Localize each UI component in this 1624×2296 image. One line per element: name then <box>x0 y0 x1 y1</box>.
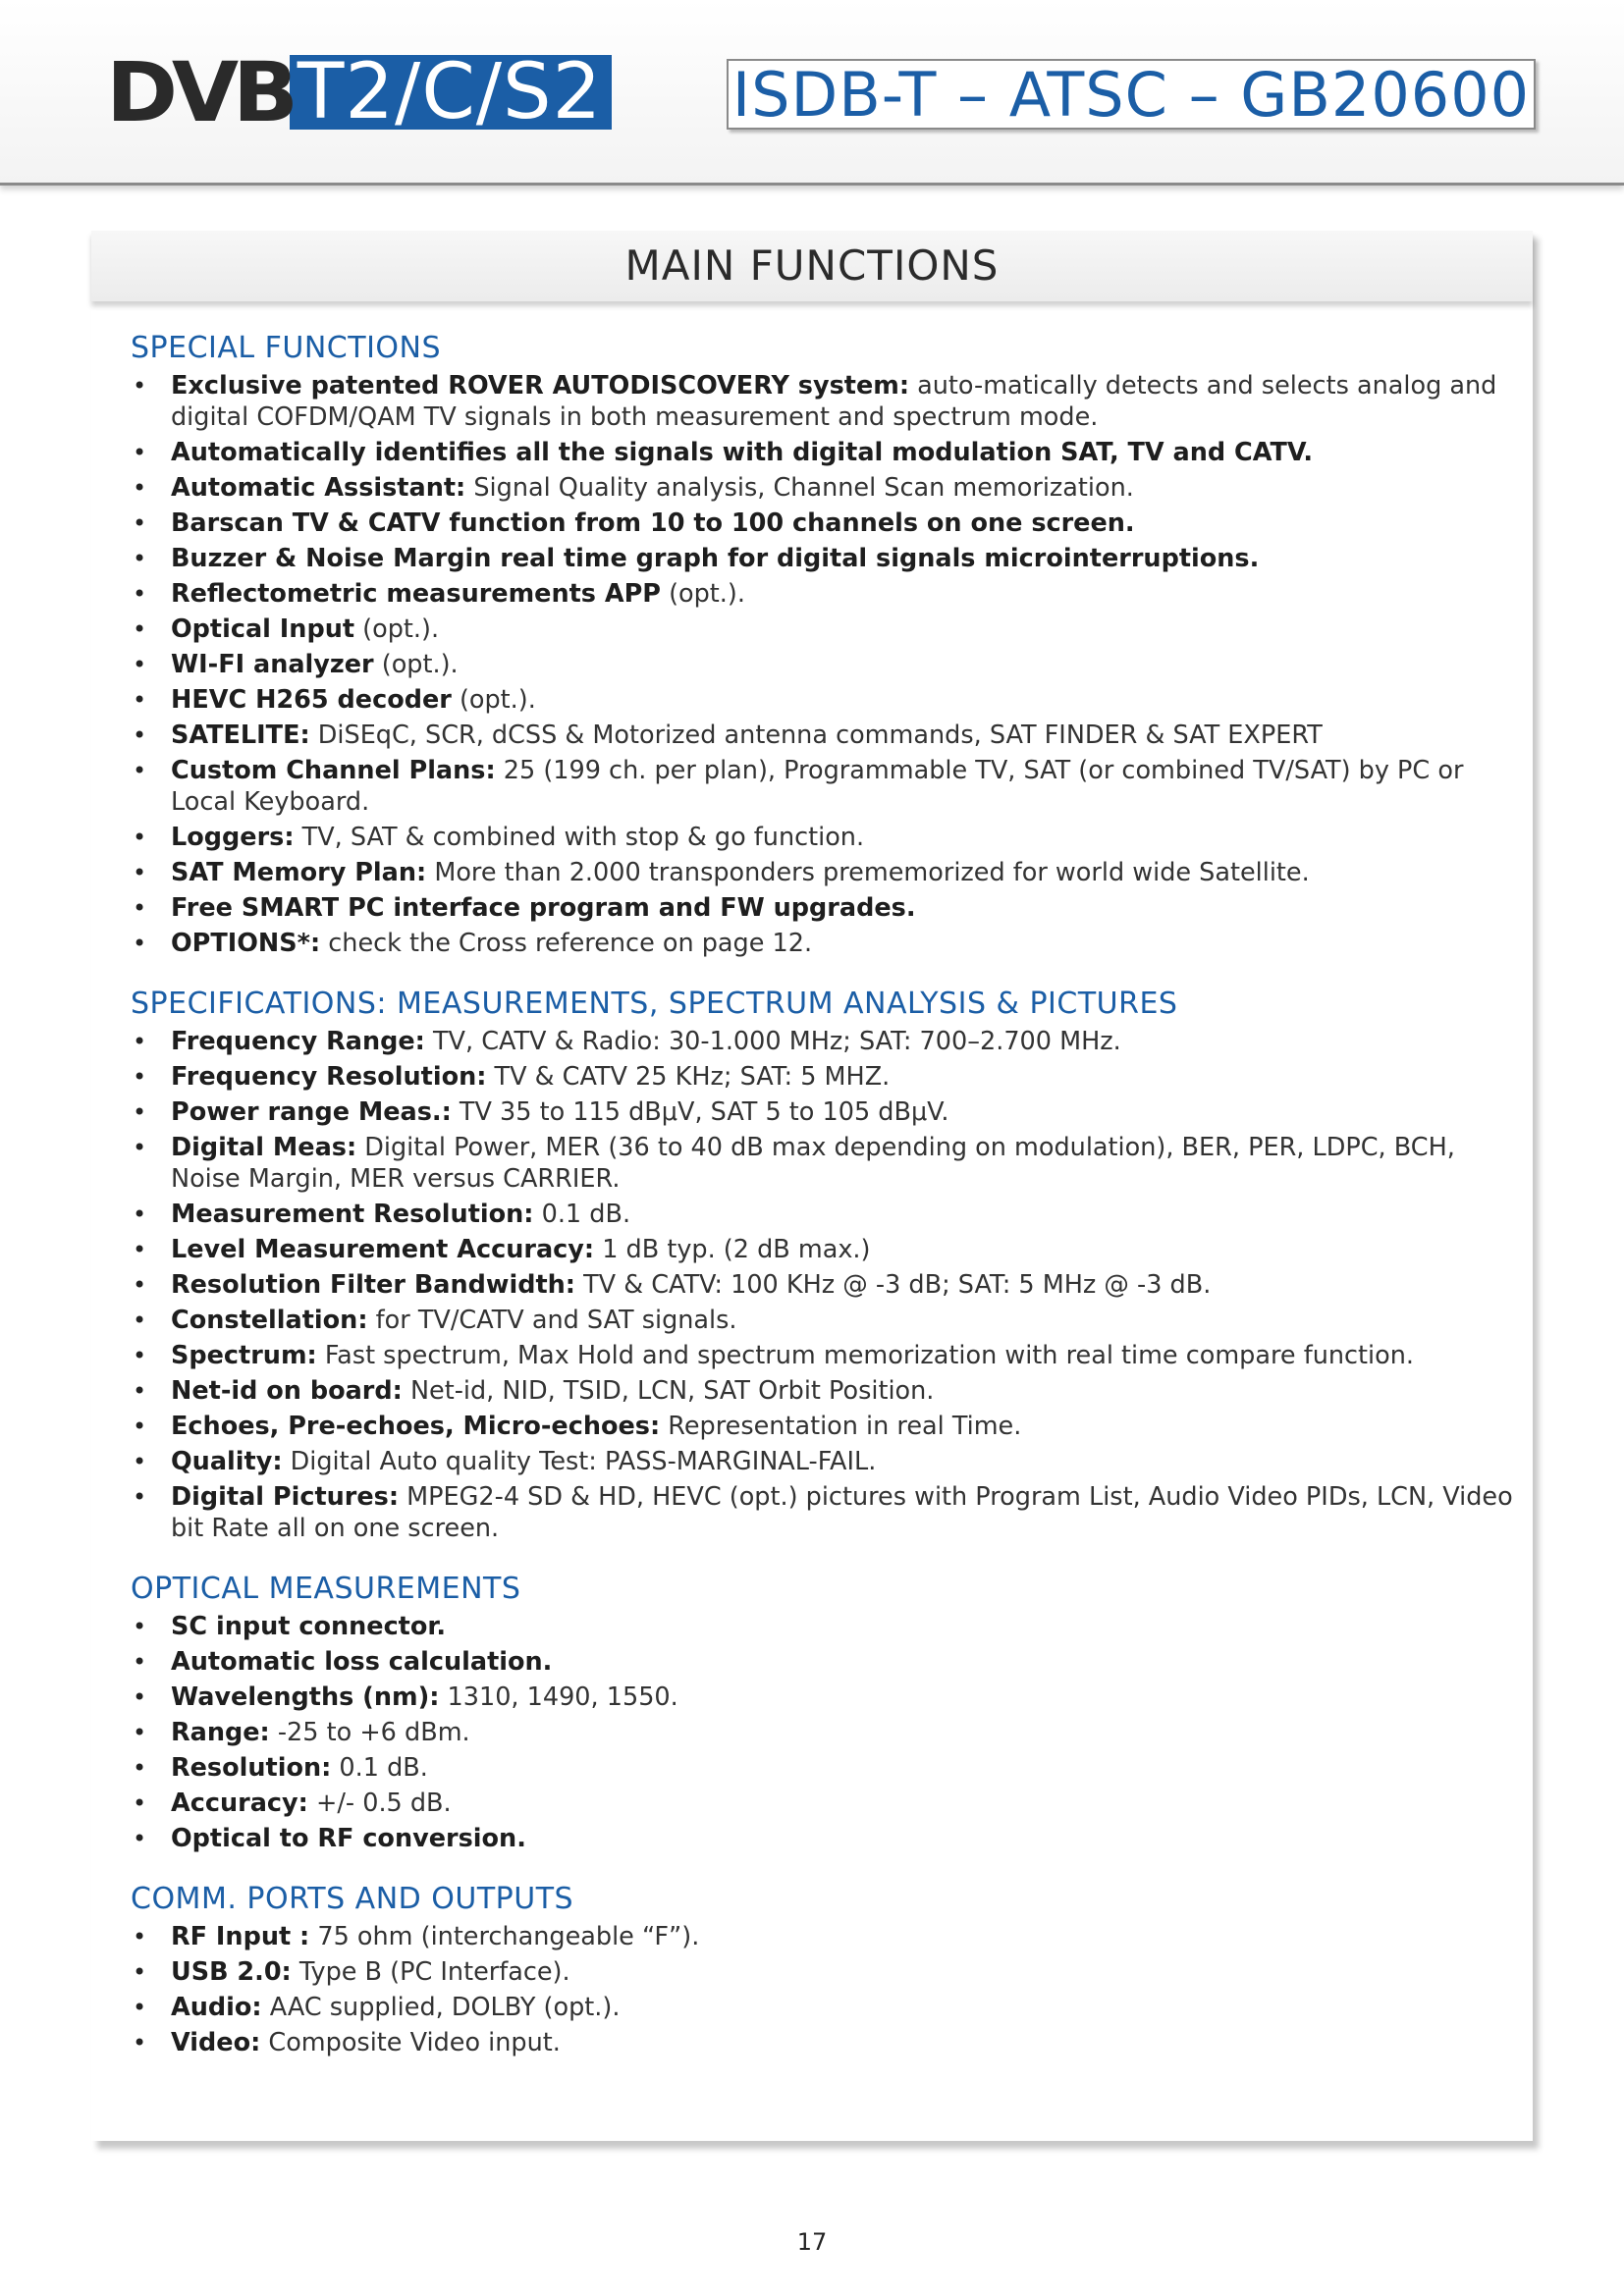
item-text: 75 ohm (interchangeable “F”). <box>309 1922 700 1951</box>
item-label: Echoes, Pre-echoes, Micro-echoes: <box>171 1412 661 1441</box>
list-item <box>131 1411 1515 1442</box>
item-label: Quality: <box>171 1447 283 1476</box>
list-item <box>131 1717 1515 1748</box>
dvb-variants-badge: T2/C/S2 <box>290 55 612 130</box>
item-label: Video: <box>171 2028 261 2057</box>
list-item <box>131 892 1515 924</box>
item-text: Signal Quality analysis, Channel Scan memorization. <box>465 473 1134 503</box>
dvb-logo <box>106 44 612 140</box>
item-label: OPTIONS*: <box>171 929 321 958</box>
section <box>131 1570 1515 1854</box>
list-item <box>131 507 1515 539</box>
panel-content <box>131 329 1515 2084</box>
bullet-list <box>131 1921 1515 2058</box>
list-item <box>131 472 1515 504</box>
list-item <box>131 1096 1515 1128</box>
item-text: More than 2.000 transponders prememorized for world wide Satellite. <box>426 858 1310 887</box>
item-label: Spectrum: <box>171 1341 317 1370</box>
list-item <box>131 1199 1515 1230</box>
list-item <box>131 1481 1515 1544</box>
list-item <box>131 1646 1515 1678</box>
list-item <box>131 543 1515 574</box>
item-text: AAC supplied, DOLBY (opt.). <box>261 1993 621 2022</box>
item-label: Automatic Assistant: <box>171 473 466 503</box>
item-label: Exclusive patented ROVER AUTODISCOVERY system: <box>171 371 910 400</box>
item-text: TV 35 to 115 dBμV, SAT 5 to 105 dBμV. <box>451 1097 949 1127</box>
item-label: SC input connector. <box>171 1612 447 1641</box>
item-text: -25 to +6 dBm. <box>269 1718 470 1747</box>
item-text: Digital Power, MER (36 to 40 dB max depending on modulation), BER, PER, LDPC, BCH, Noise Margin, MER versus CARRIER. <box>171 1133 1455 1194</box>
item-text: auto-matically detects and selects analog and digital COFDM/QAM TV signals in both measurement and spectrum mode. <box>171 371 1497 432</box>
item-text: (opt.). <box>451 685 536 715</box>
item-text: Net-id, NID, TSID, LCN, SAT Orbit Position. <box>402 1376 935 1406</box>
bullet-list <box>131 370 1515 959</box>
item-label: Audio: <box>171 1993 262 2022</box>
list-item <box>131 857 1515 888</box>
item-text: Digital Auto quality Test: PASS-MARGINAL-FAIL. <box>282 1447 877 1476</box>
item-label: USB 2.0: <box>171 1957 292 1987</box>
item-text: DiSEqC, SCR, dCSS & Motorized antenna commands, SAT FINDER & SAT EXPERT <box>309 721 1323 750</box>
item-label: Loggers: <box>171 823 295 852</box>
main-functions-panel <box>91 231 1533 2141</box>
list-item <box>131 1611 1515 1642</box>
item-label: Accuracy: <box>171 1789 308 1818</box>
list-item <box>131 437 1515 468</box>
item-label: Frequency Range: <box>171 1027 425 1056</box>
section-title: COMM. PORTS AND OUTPUTS <box>131 1882 574 1916</box>
list-item <box>131 1132 1515 1195</box>
section-title: OPTICAL MEASUREMENTS <box>131 1572 521 1606</box>
item-label: WI-FI analyzer <box>171 650 374 679</box>
list-item <box>131 1752 1515 1784</box>
page-header <box>0 0 1624 186</box>
list-item <box>131 370 1515 433</box>
item-label: SAT Memory Plan: <box>171 858 427 887</box>
list-item <box>131 1026 1515 1057</box>
list-item <box>131 684 1515 716</box>
list-item <box>131 1921 1515 1952</box>
list-item <box>131 1375 1515 1407</box>
page-number: 17 <box>796 2228 828 2256</box>
item-text: (opt.). <box>660 579 745 609</box>
item-label: HEVC H265 decoder <box>171 685 452 715</box>
list-item <box>131 1956 1515 1988</box>
list-item <box>131 1788 1515 1819</box>
list-item <box>131 1234 1515 1265</box>
item-label: Constellation: <box>171 1306 368 1335</box>
item-text: for TV/CATV and SAT signals. <box>367 1306 737 1335</box>
item-label: Automatically identifies all the signals with digital modulation SAT, TV and CATV. <box>171 438 1314 467</box>
list-item <box>131 1682 1515 1713</box>
item-label: Range: <box>171 1718 270 1747</box>
section <box>131 985 1515 1544</box>
list-item <box>131 614 1515 645</box>
item-text: TV & CATV 25 KHz; SAT: 5 MHZ. <box>486 1062 891 1092</box>
list-item <box>131 1061 1515 1093</box>
item-label: Digital Pictures: <box>171 1482 400 1512</box>
item-label: Optical Input <box>171 614 355 644</box>
item-label: Buzzer & Noise Margin real time graph for digital signals microinterruptions. <box>171 544 1260 573</box>
bullet-list <box>131 1026 1515 1544</box>
section <box>131 329 1515 959</box>
panel-title: MAIN FUNCTIONS <box>624 241 1000 290</box>
item-label: Level Measurement Accuracy: <box>171 1235 595 1264</box>
item-label: SATELITE: <box>171 721 310 750</box>
item-text: +/- 0.5 dB. <box>307 1789 452 1818</box>
item-text: 1 dB typ. (2 dB max.) <box>594 1235 871 1264</box>
section-title: SPECIAL FUNCTIONS <box>131 331 442 365</box>
list-item <box>131 720 1515 751</box>
item-label: RF Input : <box>171 1922 310 1951</box>
list-item <box>131 1269 1515 1301</box>
item-text: 1310, 1490, 1550. <box>439 1682 678 1712</box>
item-text: TV & CATV: 100 KHz @ -3 dB; SAT: 5 MHz @ -3 dB. <box>574 1270 1212 1300</box>
item-text: MPEG2-4 SD & HD, HEVC (opt.) pictures with Program List, Audio Video PIDs, LCN, Video bit Rate all on one screen. <box>171 1482 1513 1543</box>
item-text: (opt.). <box>373 650 459 679</box>
item-text: (opt.). <box>354 614 440 644</box>
item-text: Fast spectrum, Max Hold and spectrum memorization with real time compare function. <box>316 1341 1414 1370</box>
item-label: Net-id on board: <box>171 1376 403 1406</box>
section <box>131 1880 1515 2058</box>
list-item <box>131 822 1515 853</box>
item-label: Frequency Resolution: <box>171 1062 487 1092</box>
standards-badge: ISDB-T – ATSC – GB20600 <box>727 59 1536 130</box>
list-item <box>131 578 1515 610</box>
item-label: Reflectometric measurements APP <box>171 579 661 609</box>
item-label: Free SMART PC interface program and FW upgrades. <box>171 893 916 923</box>
list-item <box>131 1446 1515 1477</box>
item-text: TV, CATV & Radio: 30-1.000 MHz; SAT: 700–2.700 MHz. <box>424 1027 1121 1056</box>
item-label: Resolution Filter Bandwidth: <box>171 1270 575 1300</box>
list-item <box>131 1340 1515 1371</box>
item-label: Custom Channel Plans: <box>171 756 496 785</box>
section-title: SPECIFICATIONS: MEASUREMENTS, SPECTRUM ANALYSIS & PICTURES <box>131 987 1178 1021</box>
item-label: Automatic loss calculation. <box>171 1647 553 1677</box>
list-item <box>131 1823 1515 1854</box>
bullet-list <box>131 1611 1515 1854</box>
list-item <box>131 755 1515 818</box>
dvb-logo-text: DVB <box>106 44 293 140</box>
item-text: 25 (199 ch. per plan), Programmable TV, SAT (or combined TV/SAT) by PC or Local Keyboard. <box>171 756 1464 817</box>
item-text: Representation in real Time. <box>660 1412 1022 1441</box>
list-item <box>131 928 1515 959</box>
list-item <box>131 2027 1515 2058</box>
item-label: Barscan TV & CATV function from 10 to 100 channels on one screen. <box>171 508 1135 538</box>
item-label: Power range Meas.: <box>171 1097 452 1127</box>
item-text: Composite Video input. <box>260 2028 561 2057</box>
item-label: Optical to RF conversion. <box>171 1824 526 1853</box>
item-text: 0.1 dB. <box>331 1753 428 1783</box>
item-text: TV, SAT & combined with stop & go function. <box>294 823 865 852</box>
item-label: Digital Meas: <box>171 1133 357 1162</box>
list-item <box>131 1992 1515 2023</box>
list-item <box>131 649 1515 680</box>
item-text: Type B (PC Interface). <box>291 1957 570 1987</box>
item-text: check the Cross reference on page 12. <box>320 929 813 958</box>
list-item <box>131 1305 1515 1336</box>
item-label: Measurement Resolution: <box>171 1200 534 1229</box>
item-text: 0.1 dB. <box>533 1200 631 1229</box>
item-label: Resolution: <box>171 1753 332 1783</box>
item-label: Wavelengths (nm): <box>171 1682 440 1712</box>
